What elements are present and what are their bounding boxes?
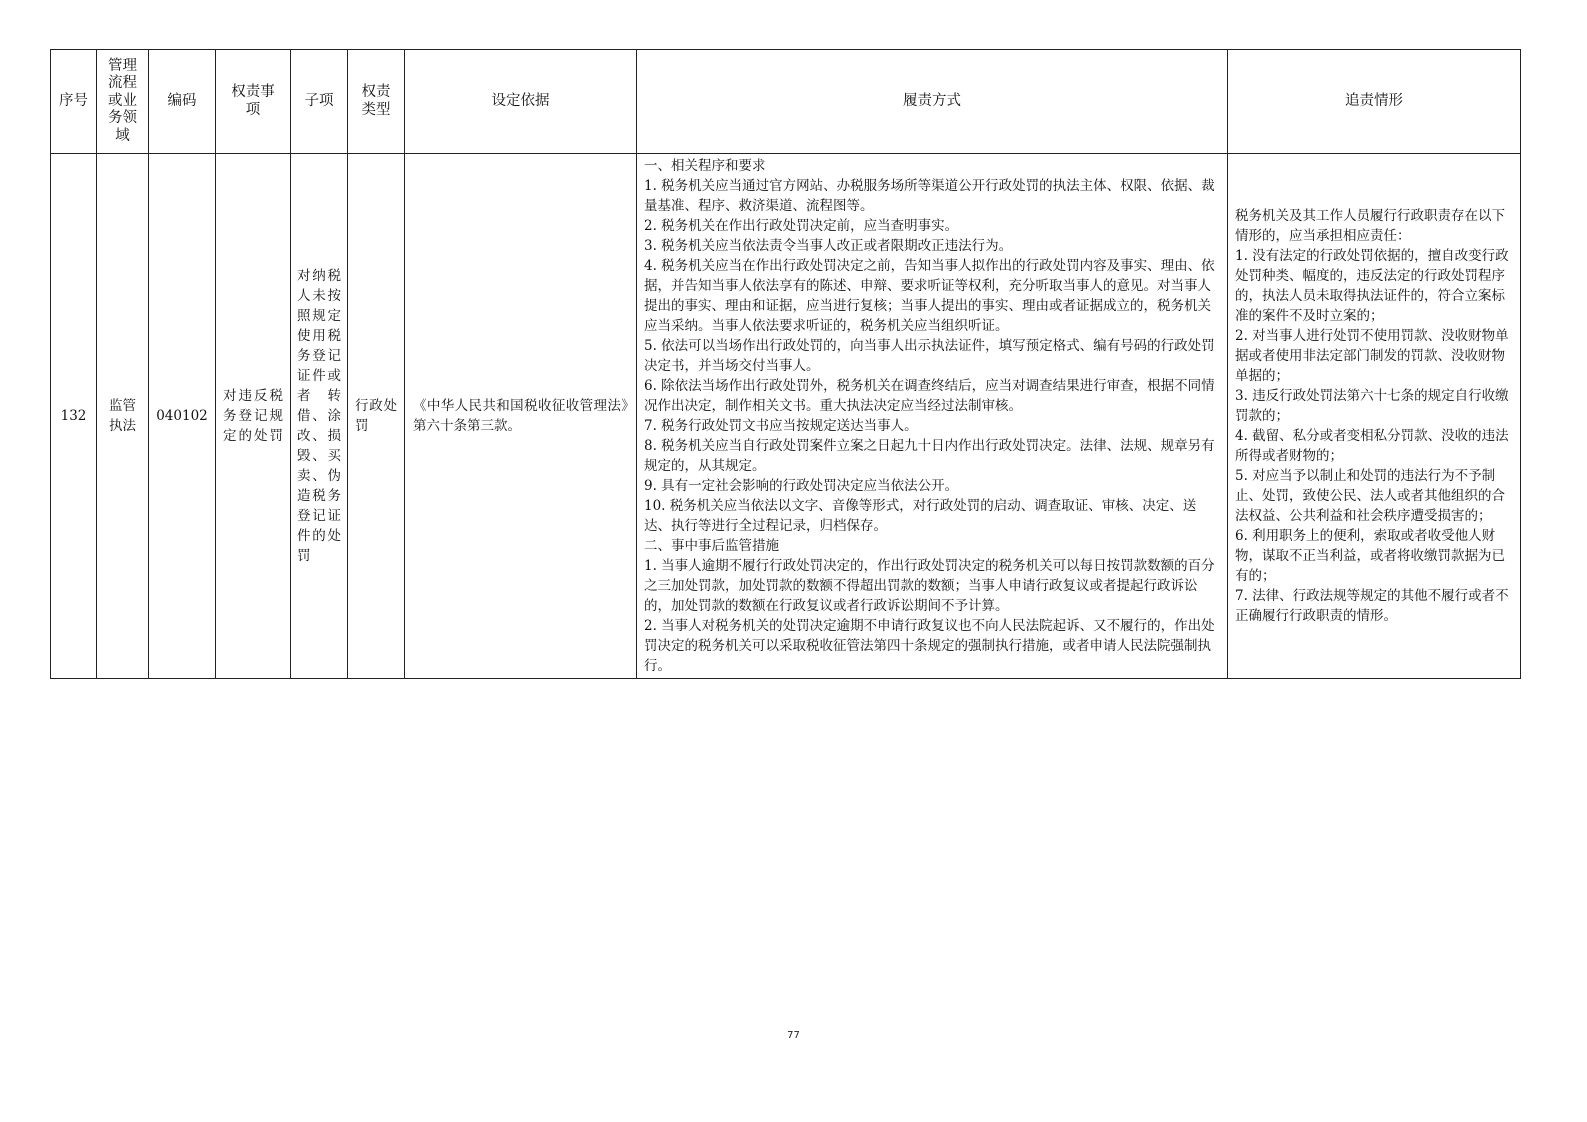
header-subitem: 子项: [291, 50, 348, 154]
duty-line: 9. 具有一定社会影响的行政处罚决定应当依法公开。: [644, 478, 959, 494]
cell-subitem: 对纳税人未按照规定使用税务登记证件或者转借、涂改、损毁、买卖、伪造税务登记证件的处罚: [291, 154, 348, 679]
duty-line: 3. 税务机关应当依法责令当事人改正或者限期改正违法行为。: [644, 238, 1013, 254]
page-number: 77: [787, 1030, 800, 1041]
accountability-line: 4. 截留、私分或者变相私分罚款、没收的违法所得或者财物的；: [1235, 428, 1509, 464]
header-domain: 管理流程或业务领域: [97, 50, 149, 154]
duty-line: 2. 当事人对税务机关的处罚决定逾期不申请行政复议也不向人民法院起诉、又不履行的，作出处罚决定的税务机关可以采取税收征管法第四十条规定的强制执行措施，或者申请人民法院强制执行。: [644, 618, 1215, 674]
duty-line: 5. 依法可以当场作出行政处罚的，向当事人出示执法证件，填写预定格式、编有号码的行政处罚决定书，并当场交付当事人。: [644, 338, 1215, 374]
duty-line: 一、相关程序和要求: [644, 158, 766, 174]
duty-line: 8. 税务机关应当自行政处罚案件立案之日起九十日内作出行政处罚决定。法律、法规、规章另有规定的，从其规定。: [644, 438, 1215, 474]
duty-line: 二、事中事后监管措施: [644, 538, 779, 554]
header-seq: 序号: [51, 50, 97, 154]
duty-line: 2. 税务机关在作出行政处罚决定前，应当查明事实。: [644, 218, 959, 234]
header-item: 权责事项: [216, 50, 291, 154]
accountability-line: 5. 对应当予以制止和处罚的违法行为不予制止、处罚，致使公民、法人或者其他组织的合法权益、公共利益和社会秩序遭受损害的；: [1235, 468, 1505, 524]
duty-line: 4. 税务机关应当在作出行政处罚决定之前，告知当事人拟作出的行政处罚内容及事实、理由、依据，并告知当事人依法享有的陈述、申辩、要求听证等权利，充分听取当事人的意见。对当事人提出的事实、理由和证据，应当进行复核；当事人提出的事实、理由或者证据成立的，税务机关应当采纳。当事人依法要求听证的，税务机关应当组织听证。: [644, 258, 1215, 334]
cell-duty: [637, 154, 1228, 679]
duty-line: 7. 税务行政处罚文书应当按规定送达当事人。: [644, 418, 918, 434]
accountability-line: 2. 对当事人进行处罚不使用罚款、没收财物单据或者使用非法定部门制发的罚款、没收财物单据的；: [1235, 328, 1509, 384]
cell-item: 对违反税务登记规定的处罚: [216, 154, 291, 679]
duty-line: 10. 税务机关应当依法以文字、音像等形式，对行政处罚的启动、调查取证、审核、决定、送达、执行等进行全过程记录，归档保存。: [644, 498, 1197, 534]
header-code: 编码: [149, 50, 216, 154]
responsibility-table: [50, 49, 1521, 679]
header-row: [51, 50, 1521, 154]
accountability-line: 税务机关及其工作人员履行行政职责存在以下情形的，应当承担相应责任：: [1235, 208, 1505, 244]
accountability-line: 1. 没有法定的行政处罚依据的，擅自改变行政处罚种类、幅度的，违反法定的行政处罚程序的，执法人员未取得执法证件的，符合立案标准的案件不及时立案的；: [1235, 248, 1509, 324]
duty-line: 6. 除依法当场作出行政处罚外，税务机关在调查终结后，应当对调查结果进行审查，根据不同情况作出决定，制作相关文书。重大执法决定应当经过法制审核。: [644, 378, 1215, 414]
duty-line: 1. 税务机关应当通过官方网站、办税服务场所等渠道公开行政处罚的执法主体、权限、依据、裁量基准、程序、救济渠道、流程图等。: [644, 178, 1215, 214]
accountability-line: 3. 违反行政处罚法第六十七条的规定自行收缴罚款的；: [1235, 388, 1509, 424]
duty-line: 1. 当事人逾期不履行行政处罚决定的，作出行政处罚决定的税务机关可以每日按罚款数额的百分之三加处罚款，加处罚款的数额不得超出罚款的数额；当事人申请行政复议或者提起行政诉讼的，加处罚款的数额在行政复议或者行政诉讼期间不予计算。: [644, 558, 1215, 614]
table-row: [51, 154, 1521, 679]
cell-type: 行政处罚: [348, 154, 405, 679]
cell-seq: 132: [51, 154, 97, 679]
header-type: 权责类型: [348, 50, 405, 154]
header-duty: 履责方式: [637, 50, 1228, 154]
cell-accountability: [1228, 154, 1521, 679]
header-basis: 设定依据: [405, 50, 637, 154]
cell-basis: 《中华人民共和国税收征收管理法》第六十条第三款。: [405, 154, 637, 679]
cell-domain: 监管执法: [97, 154, 149, 679]
cell-code: 040102: [149, 154, 216, 679]
header-accountability: 追责情形: [1228, 50, 1521, 154]
accountability-line: 6. 利用职务上的便利，索取或者收受他人财物，谋取不正当利益，或者将收缴罚款据为已有的；: [1235, 528, 1505, 584]
accountability-line: 7. 法律、行政法规等规定的其他不履行或者不正确履行行政职责的情形。: [1235, 588, 1509, 624]
